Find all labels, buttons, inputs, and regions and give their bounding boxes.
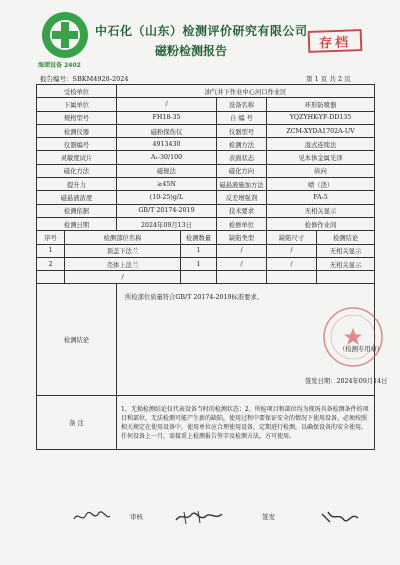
report-table [36,84,388,450]
tech-label: 技术要求 [217,204,267,217]
date-label: 检测日期 [37,217,117,230]
contrast-label: 反差增强剂 [217,191,267,204]
cell: 1 [181,244,217,257]
issue-date: 签发日期：2024年09月14日 [305,378,388,386]
table-row [37,124,375,137]
cell: 1 [181,257,217,270]
table-row [37,191,375,204]
table-row [37,217,375,230]
conc-value: (10-25)g/L [117,191,217,204]
table-row [37,271,375,284]
company-logo-icon [40,10,90,60]
table-row [37,178,375,191]
spec-label: 规格型号 [37,111,117,124]
approver-signature-icon [320,508,360,526]
apply-label: 磁悬液施加方法 [217,178,267,191]
date-value: 2024年09月13日 [117,217,217,230]
inspection-seal-icon [322,306,384,368]
apply-value: 喷（浇） [267,178,375,191]
self-no-value: YQZYHK-YF-DD135 [267,111,375,124]
device-name-label: 设备名称 [217,98,267,111]
cell: 顶盖下法兰 [65,244,181,257]
cell: 无相关显示 [317,257,375,270]
col-header: 缺陷尺寸 [267,231,317,244]
mag-method-label: 磁化方法 [37,164,117,177]
report-number: 报告编号：SBKM4928-2024 [40,75,129,83]
company-name: 中石化（山东）检测评价研究有限公司 [95,24,308,38]
conc-label: 磁悬液浓度 [37,191,117,204]
unit-label: 受检单位 [37,85,117,98]
cell: 2 [37,257,65,270]
surface-value: 见本体金属光泽 [267,151,375,164]
order-value: / [117,98,217,111]
table-row [37,85,375,98]
cell [267,271,317,284]
temp-label: 检修单位 [217,217,267,230]
signature-footer [36,505,374,529]
cell [317,271,375,284]
table-row [37,204,375,217]
conclusion-label: 检测结论 [37,284,117,396]
instr-value: 磁粉探伤仪 [117,124,217,137]
conclusion-text: 所检部位质量符合GB/T 20174-2019标准要求。 [125,294,264,302]
col-header: 序号 [37,231,65,244]
conclusion-row [37,284,375,396]
conclusion-cell [117,284,388,396]
cell: / [267,257,317,270]
col-header: 检测数量 [181,231,217,244]
inspector-signature-icon [72,509,112,525]
basis-label: 检测依据 [37,204,117,217]
conclusion-chapter: （检测专用章） [339,346,384,354]
table-row [37,138,375,151]
cell: 1 [37,244,65,257]
instr-label: 检测仪器 [37,124,117,137]
col-header: 检测部位名称 [65,231,181,244]
tech-value: 无相关显示 [267,204,375,217]
page-info: 第 1 页 共 2 页 [306,75,351,83]
device-name-value: 环形防喷器 [267,98,375,111]
sens-value: A₁-30/100 [117,151,217,164]
reviewer-signature-icon [174,508,224,526]
cell: / [267,244,317,257]
table-row [37,257,375,270]
cell: / [217,244,267,257]
notes-label: 备 注 [37,396,117,450]
cell: 壳体上法兰 [65,257,181,270]
table-row [37,244,375,257]
cell [37,271,65,284]
instr-model-label: 仪器型号 [217,124,267,137]
order-label: 下属单位 [37,98,117,111]
cell: 无相关显示 [317,244,375,257]
instr-no-label: 仪器编号 [37,138,117,151]
table-row [37,151,375,164]
table-row [37,98,375,111]
cell: / [217,257,267,270]
reviewer-label: 审核 [130,513,143,521]
cell: / [65,271,181,284]
mag-dir-value: 纵向 [267,164,375,177]
lift-value: ≥45N [117,178,217,191]
notes-text: 1、无损检测结论仅代表设备当时的检测状态；2、所检项目和部位均为现场具备检测条件的项目和部位，无法检测可能产生新的缺陷，使用过程中要保证安全的情况下使用设备，必须按照相关规定在使用设备中，使用单位应合理使用设备，定期进行检测，以确保设备的安全使用，任何设备上一月，需接重上检测报告签字及检测方法，方可使用。 [117,396,375,450]
cell [217,271,267,284]
archive-stamp: 存档 [308,29,363,53]
approver-label: 签发 [262,513,275,521]
cell [181,271,217,284]
col-header: 检测结论 [317,231,375,244]
mag-method-value: 磁轭法 [117,164,217,177]
instr-no-value: 4913430 [117,138,217,151]
logo-caption: 海颂设备 2402 [38,62,81,69]
unit-value: 油气井下作业中心河口作业区 [117,85,375,98]
spec-value: FH18-35 [117,111,217,124]
method-value: 湿式连续法 [267,138,375,151]
notes-row [37,396,375,450]
mag-dir-label: 磁化方向 [217,164,267,177]
method-label: 检测方法 [217,138,267,151]
sens-label: 灵敏度试片 [37,151,117,164]
parts-header-row [37,231,375,244]
lift-label: 提升力 [37,178,117,191]
surface-label: 表面状态 [217,151,267,164]
table-row [37,111,375,124]
report-title: 磁粉检测报告 [155,44,228,58]
self-no-label: 自 编 号 [217,111,267,124]
basis-value: GB/T 20174-2019 [117,204,217,217]
contrast-value: FA-5 [267,191,375,204]
temp-value: 检修作业间 [267,217,375,230]
col-header: 缺陷类型 [217,231,267,244]
instr-model-value: ZCM-XYDA1702A-UV [267,124,375,137]
table-row [37,164,375,177]
